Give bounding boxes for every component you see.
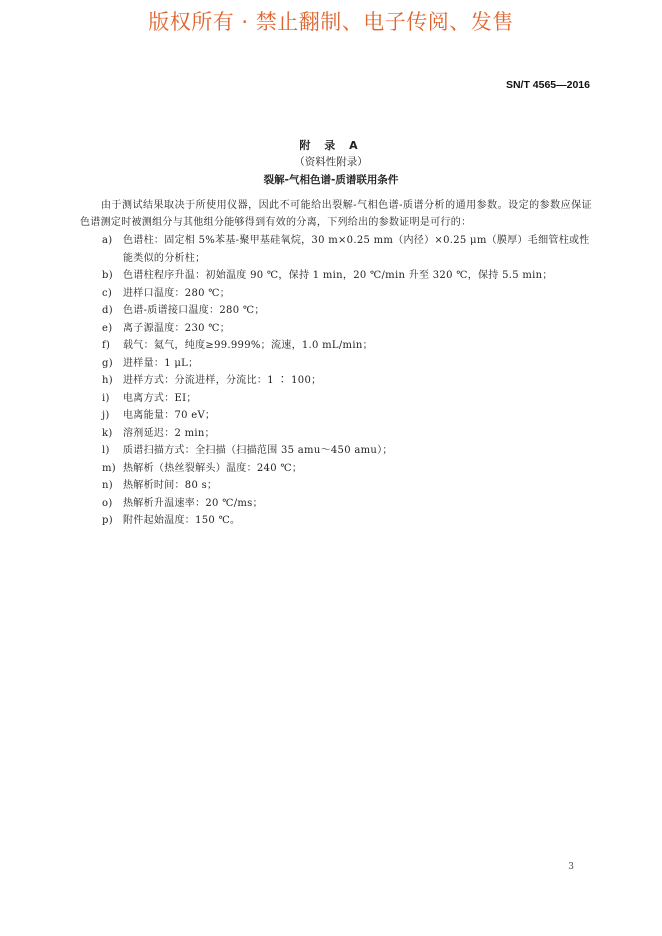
item-text: 色谱柱：固定相 5%苯基-聚甲基硅氧烷，30 m×0.25 mm（内径）×0.25 μm（膜厚）毛细管柱或性能类似的分析柱； xyxy=(123,235,590,264)
item-label: g) xyxy=(102,357,113,369)
item-label: k) xyxy=(102,427,113,439)
item-text: 热解析（热丝裂解头）温度：240 ℃； xyxy=(123,462,303,474)
list-item xyxy=(80,372,592,390)
appendix-type: （资料性附录） xyxy=(294,156,368,168)
item-label: h) xyxy=(102,375,113,386)
item-text: 离子源温度：230 ℃； xyxy=(123,322,231,334)
item-label: b) xyxy=(102,270,113,281)
list-item xyxy=(80,285,592,303)
page-number: 3 xyxy=(568,862,574,872)
list-item xyxy=(80,495,592,513)
item-label: f) xyxy=(102,340,111,351)
list-item xyxy=(80,355,592,373)
list-item xyxy=(80,390,592,408)
item-text: 进样方式：分流进样，分流比：1 ∶ 100； xyxy=(123,375,322,386)
item-label: i) xyxy=(102,392,110,404)
list-item xyxy=(80,512,592,530)
appendix-subject: 裂解-气相色谱-质谱联用条件 xyxy=(263,174,399,186)
document-code: SN/T 4565—2016 xyxy=(505,79,590,91)
item-text: 热解析时间：80 s； xyxy=(123,480,218,491)
item-label: o) xyxy=(102,497,113,509)
item-text: 溶剂延迟：2 min； xyxy=(123,427,215,439)
list-item xyxy=(80,407,592,425)
list-item xyxy=(80,320,592,338)
list-item xyxy=(80,337,592,355)
item-text: 进样量：1 μL； xyxy=(123,357,199,369)
parameter-list xyxy=(80,232,592,530)
item-label: j) xyxy=(102,410,110,421)
list-item xyxy=(80,477,592,495)
item-text: 进样口温度：280 ℃； xyxy=(123,287,231,299)
list-item xyxy=(80,267,592,285)
item-label: l) xyxy=(102,445,110,456)
list-item xyxy=(80,425,592,443)
appendix-title: 附 录 A xyxy=(299,139,363,152)
item-text: 电离方式：EI； xyxy=(123,392,197,404)
item-label: m) xyxy=(102,462,116,474)
item-text: 载气：氦气，纯度≥99.999%；流速，1.0 mL/min； xyxy=(123,340,373,351)
item-text: 色谱柱程序升温：初始温度 90 ℃，保持 1 min，20 ℃/min 升至 320 ℃，保持 5.5 min； xyxy=(123,270,553,281)
item-label: n) xyxy=(102,480,113,491)
list-item xyxy=(80,442,592,460)
item-text: 色谱-质谱接口温度：280 ℃； xyxy=(123,305,265,316)
item-label: a) xyxy=(102,235,113,246)
list-item xyxy=(80,232,592,267)
item-label: d) xyxy=(102,305,113,316)
item-label: c) xyxy=(102,287,113,299)
item-label: p) xyxy=(102,515,113,526)
intro-paragraph: 由于测试结果取决于所使用仪器，因此不可能给出裂解-气相色谱-质谱分析的通用参数。设定的参数应保证色谱测定时被测组分与其他组分能够得到有效的分离，下列给出的参数证明是可行的： xyxy=(80,200,592,228)
watermark-banner: 版权所有 · 禁止翻制、电子传阅、发售 xyxy=(148,10,514,34)
item-text: 附件起始温度：150 ℃。 xyxy=(123,515,241,526)
list-item xyxy=(80,302,592,320)
item-label: e) xyxy=(102,322,113,334)
item-text: 热解析升温速率：20 ℃/ms； xyxy=(123,497,263,509)
item-text: 质谱扫描方式：全扫描（扫描范围 35 amu～450 amu）； xyxy=(123,445,393,456)
list-item xyxy=(80,460,592,478)
item-text: 电离能量：70 eV； xyxy=(123,410,216,421)
